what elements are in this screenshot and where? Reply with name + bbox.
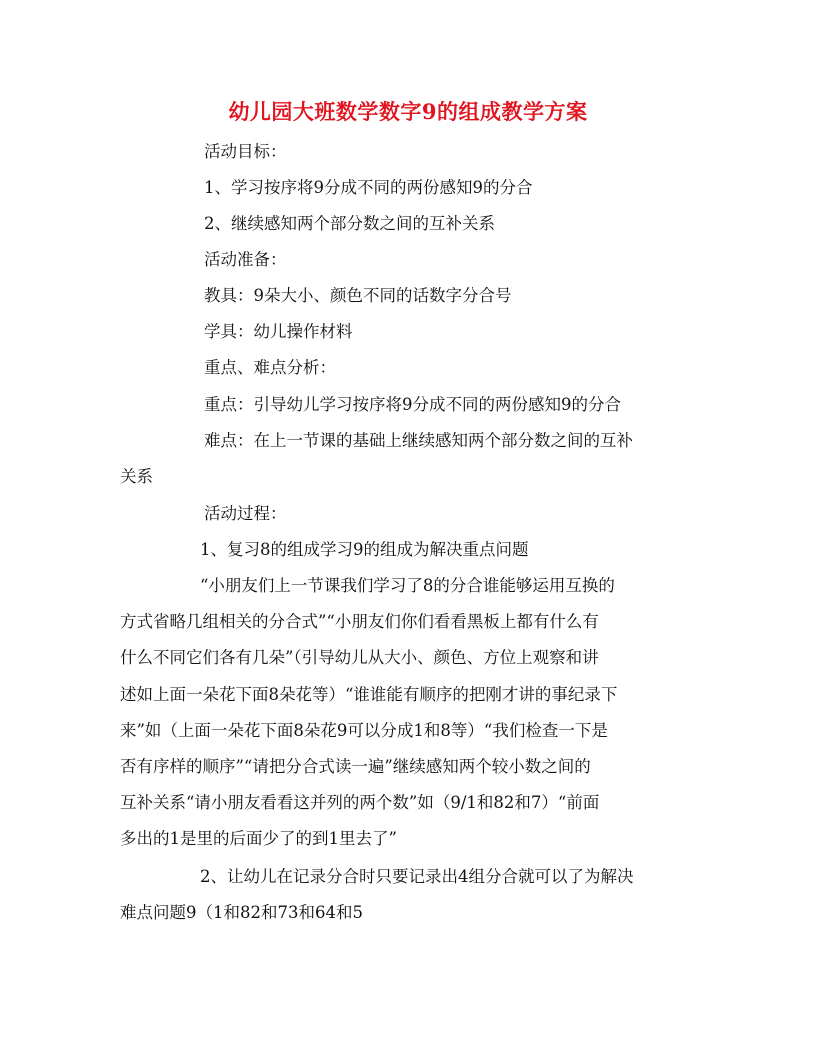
text-line: 重点：引导幼儿学习按序将9分成不同的两份感知9的分合 <box>204 395 621 414</box>
text-line: 重点、难点分析： <box>204 358 336 377</box>
text-line: 互补关系“请小朋友看看这并列的两个数”如（9/1和82和7）“前面 <box>120 793 600 812</box>
text-line: 教具：9朵大小、颜色不同的话数字分合号 <box>204 286 512 305</box>
text-line: 2、让幼儿在记录分合时只要记录出4组分合就可以了为解决 <box>200 867 634 886</box>
text-line: 活动目标： <box>204 142 287 161</box>
text-line: 方式省略几组相关的分合式”“小朋友们你们看看黑板上都有什么有 <box>120 612 599 631</box>
text-line: 什么不同它们各有几朵”（引导幼儿从大小、颜色、方位上观察和讲 <box>120 648 599 667</box>
text-line: 多出的1是里的后面少了的到1里去了” <box>120 829 397 848</box>
text-line: 活动过程： <box>204 504 287 523</box>
document-title: 幼儿园大班数学数字9的组成教学方案 <box>228 99 588 124</box>
text-line: 来”如（上面一朵花下面8朵花9可以分成1和8等）“我们检查一下是 <box>120 721 608 740</box>
text-line: 学具：幼儿操作材料 <box>204 322 353 341</box>
text-line: 1、学习按序将9分成不同的两份感知9的分合 <box>204 178 533 197</box>
text-line: 活动准备： <box>204 250 287 269</box>
text-line: 述如上面一朵花下面8朵花等）“谁谁能有顺序的把刚才讲的事纪录下 <box>120 685 618 704</box>
text-line: 难点：在上一节课的基础上继续感知两个部分数之间的互补 <box>204 431 633 450</box>
text-line: 1、复习8的组成学习9的组成为解决重点问题 <box>200 540 529 559</box>
text-line: 难点问题9（1和82和73和64和5 <box>120 903 363 922</box>
text-line: 2、继续感知两个部分数之间的互补关系 <box>204 214 495 233</box>
text-line: 否有序样的顺序”“请把分合式读一遍”继续感知两个较小数之间的 <box>120 757 591 776</box>
text-line: 关系 <box>120 467 153 486</box>
text-line: “小朋友们上一节课我们学习了8的分合谁能够运用互换的 <box>200 576 615 595</box>
